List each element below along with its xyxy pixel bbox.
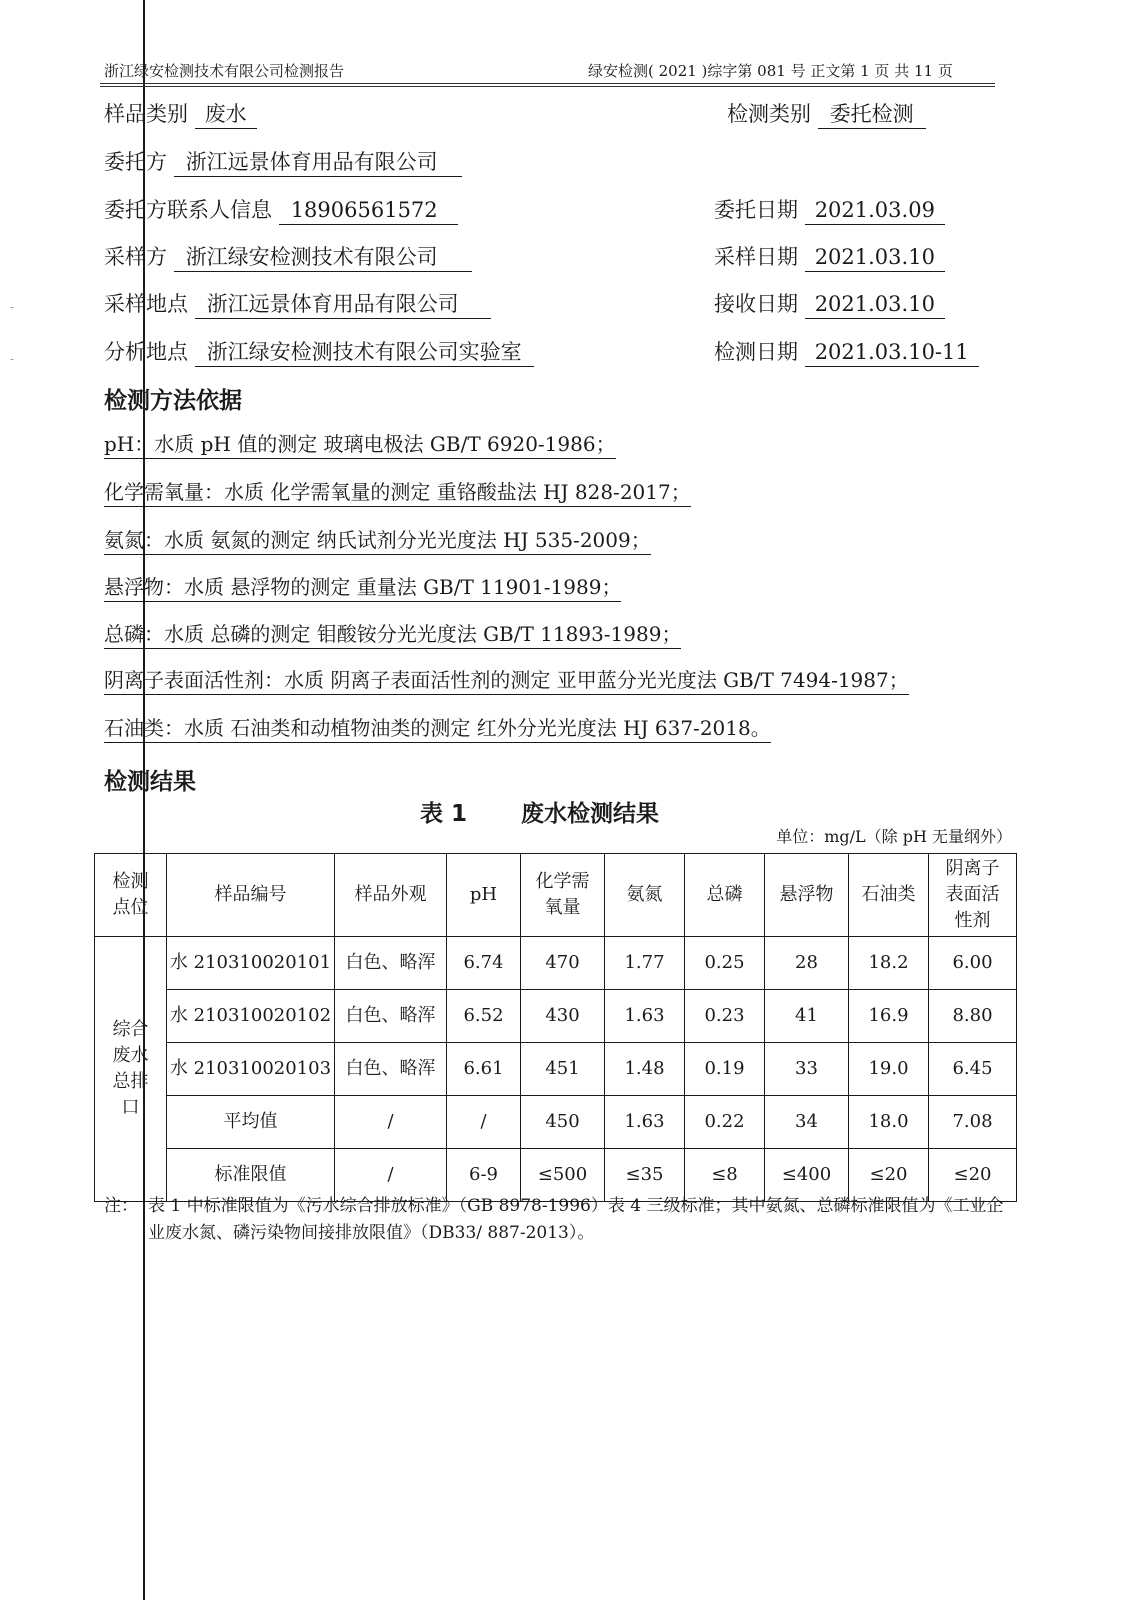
field-test-type bbox=[727, 98, 926, 129]
field-value: 2021.03.10 bbox=[805, 244, 945, 272]
table-cell: ≤500 bbox=[521, 1149, 605, 1202]
field-label: 接收日期 bbox=[714, 292, 798, 316]
table-cell: 0.19 bbox=[685, 1043, 765, 1096]
field-label: 检测日期 bbox=[714, 340, 798, 364]
table-cell: ≤35 bbox=[605, 1149, 685, 1202]
table-cell: ≤20 bbox=[929, 1149, 1017, 1202]
header-org: 浙江绿安检测技术有限公司检测报告 bbox=[104, 62, 345, 80]
table-number: 表 1 bbox=[420, 801, 468, 827]
field-contact bbox=[104, 194, 458, 225]
method-surfactant: 阴离子表面活性剂：水质 阴离子表面活性剂的测定 亚甲蓝分光光度法 GB/T 7494-1987； bbox=[104, 667, 909, 695]
table-row bbox=[95, 1043, 1017, 1096]
field-label: 委托方联系人信息 bbox=[104, 198, 272, 222]
table-cell: 6.74 bbox=[447, 937, 521, 990]
field-value: 废水 bbox=[195, 101, 257, 129]
field-value: 委托检测 bbox=[818, 101, 926, 129]
margin-mark: - bbox=[10, 352, 15, 366]
field-analysis-site bbox=[104, 336, 534, 367]
field-label: 采样方 bbox=[104, 245, 167, 269]
table-cell: ≤8 bbox=[685, 1149, 765, 1202]
header-report-no: 绿安检测( 2021 )综字第 081 号 正文第 1 页 共 11 页 bbox=[588, 62, 953, 80]
binding-line bbox=[143, 0, 145, 1600]
location-cell: 综合废水总排口 bbox=[95, 937, 167, 1202]
table-cell: 0.22 bbox=[685, 1096, 765, 1149]
table-cell: 18.0 bbox=[849, 1096, 929, 1149]
table-cell: 0.23 bbox=[685, 990, 765, 1043]
field-label: 样品类别 bbox=[104, 102, 188, 126]
table-cell: 标准限值 bbox=[167, 1149, 335, 1202]
table-row bbox=[95, 937, 1017, 990]
table-cell: 34 bbox=[765, 1096, 849, 1149]
field-label: 分析地点 bbox=[104, 340, 188, 364]
field-sampler bbox=[104, 241, 472, 272]
field-sampling-date bbox=[714, 241, 945, 272]
field-test-date bbox=[714, 336, 979, 367]
table-cell: 1.48 bbox=[605, 1043, 685, 1096]
table-cell: 0.25 bbox=[685, 937, 765, 990]
table-cell: 28 bbox=[765, 937, 849, 990]
header-cell: 悬浮物 bbox=[765, 854, 849, 937]
header-cell: pH bbox=[447, 854, 521, 937]
method-total-phosphorus: 总磷：水质 总磷的测定 钼酸铵分光光度法 GB/T 11893-1989； bbox=[104, 621, 681, 649]
table-cell: 16.9 bbox=[849, 990, 929, 1043]
table-cell: 白色、略浑 bbox=[335, 990, 447, 1043]
table-cell: 6.61 bbox=[447, 1043, 521, 1096]
field-sampling-site bbox=[104, 288, 491, 319]
table-cell: / bbox=[447, 1096, 521, 1149]
header-cell: 样品编号 bbox=[167, 854, 335, 937]
field-value: 2021.03.10 bbox=[805, 291, 945, 319]
note-label: 注： bbox=[104, 1196, 138, 1216]
method-ammonia: 氨氮：水质 氨氮的测定 纳氏试剂分光光度法 HJ 535-2009； bbox=[104, 527, 651, 555]
table-cell: / bbox=[335, 1149, 447, 1202]
field-value: 2021.03.09 bbox=[805, 197, 945, 225]
table-cell: 平均值 bbox=[167, 1096, 335, 1149]
field-label: 检测类别 bbox=[727, 102, 811, 126]
method-petroleum: 石油类：水质 石油类和动植物油类的测定 红外分光光度法 HJ 637-2018。 bbox=[104, 715, 771, 743]
table-cell: / bbox=[335, 1096, 447, 1149]
field-commission-date bbox=[714, 194, 945, 225]
method-ph: pH：水质 pH 值的测定 玻璃电极法 GB/T 6920-1986； bbox=[104, 431, 616, 459]
header-cell: 样品外观 bbox=[335, 854, 447, 937]
table-row bbox=[95, 990, 1017, 1043]
table-cell: 19.0 bbox=[849, 1043, 929, 1096]
field-client bbox=[104, 146, 462, 177]
table-cell: 470 bbox=[521, 937, 605, 990]
field-sample-type bbox=[104, 98, 257, 129]
field-value: 浙江绿安检测技术有限公司实验室 bbox=[195, 339, 534, 367]
field-value: 浙江绿安检测技术有限公司 bbox=[174, 244, 472, 272]
field-value: 浙江远景体育用品有限公司 bbox=[195, 291, 491, 319]
field-label: 采样日期 bbox=[714, 245, 798, 269]
table-cell: 1.77 bbox=[605, 937, 685, 990]
table-cell: 41 bbox=[765, 990, 849, 1043]
note-text: 表 1 中标准限值为《污水综合排放标准》（GB 8978-1996）表 4 三级标准；其中氨氮、总磷标准限值为《工业企业废水氮、磷污染物间接排放限值》（DB33/ 887-2013）。 bbox=[148, 1196, 1004, 1243]
table-cell: 6.00 bbox=[929, 937, 1017, 990]
field-label: 委托方 bbox=[104, 150, 167, 174]
field-label: 采样地点 bbox=[104, 292, 188, 316]
field-value: 18906561572 bbox=[279, 197, 458, 225]
table-cell: 6.45 bbox=[929, 1043, 1017, 1096]
table-cell: 430 bbox=[521, 990, 605, 1043]
table-cell: 6-9 bbox=[447, 1149, 521, 1202]
table-cell: 水 210310020101 bbox=[167, 937, 335, 990]
method-cod: 化学需氧量：水质 化学需氧量的测定 重铬酸盐法 HJ 828-2017； bbox=[104, 479, 691, 507]
header-cell: 阴离子表面活性剂 bbox=[929, 854, 1017, 937]
header-cell: 总磷 bbox=[685, 854, 765, 937]
table-header-row bbox=[95, 854, 1017, 937]
table-cell: 451 bbox=[521, 1043, 605, 1096]
field-receipt-date bbox=[714, 288, 945, 319]
table-cell: 水 210310020102 bbox=[167, 990, 335, 1043]
header-cell: 石油类 bbox=[849, 854, 929, 937]
table-title: 废水检测结果 bbox=[521, 801, 660, 827]
table-cell: 7.08 bbox=[929, 1096, 1017, 1149]
field-value: 2021.03.10-11 bbox=[805, 339, 979, 367]
table-cell: 1.63 bbox=[605, 1096, 685, 1149]
table-cell: ≤400 bbox=[765, 1149, 849, 1202]
table-cell: 33 bbox=[765, 1043, 849, 1096]
table-cell: 白色、略浑 bbox=[335, 1043, 447, 1096]
method-suspended-solids: 悬浮物：水质 悬浮物的测定 重量法 GB/T 11901-1989； bbox=[104, 574, 621, 602]
results-table bbox=[94, 853, 1017, 1202]
table-cell: 白色、略浑 bbox=[335, 937, 447, 990]
table-cell: 6.52 bbox=[447, 990, 521, 1043]
table-cell: ≤20 bbox=[849, 1149, 929, 1202]
results-heading: 检测结果 bbox=[104, 769, 196, 795]
table-cell: 450 bbox=[521, 1096, 605, 1149]
table-caption bbox=[420, 795, 659, 828]
field-value: 浙江远景体育用品有限公司 bbox=[174, 149, 462, 177]
table-note bbox=[104, 1193, 1004, 1247]
table-cell: 水 210310020103 bbox=[167, 1043, 335, 1096]
table-row-average bbox=[95, 1096, 1017, 1149]
header-cell: 化学需氧量 bbox=[521, 854, 605, 937]
field-label: 委托日期 bbox=[714, 198, 798, 222]
table-cell: 18.2 bbox=[849, 937, 929, 990]
margin-mark: - bbox=[10, 300, 15, 314]
table-unit: 单位：mg/L（除 pH 无量纲外） bbox=[776, 827, 1012, 846]
header-cell: 氨氮 bbox=[605, 854, 685, 937]
methods-heading: 检测方法依据 bbox=[104, 388, 242, 414]
header-rule bbox=[100, 83, 995, 84]
header-cell: 检测点位 bbox=[95, 854, 167, 937]
header-rule bbox=[100, 86, 995, 87]
table-cell: 8.80 bbox=[929, 990, 1017, 1043]
table-cell: 1.63 bbox=[605, 990, 685, 1043]
